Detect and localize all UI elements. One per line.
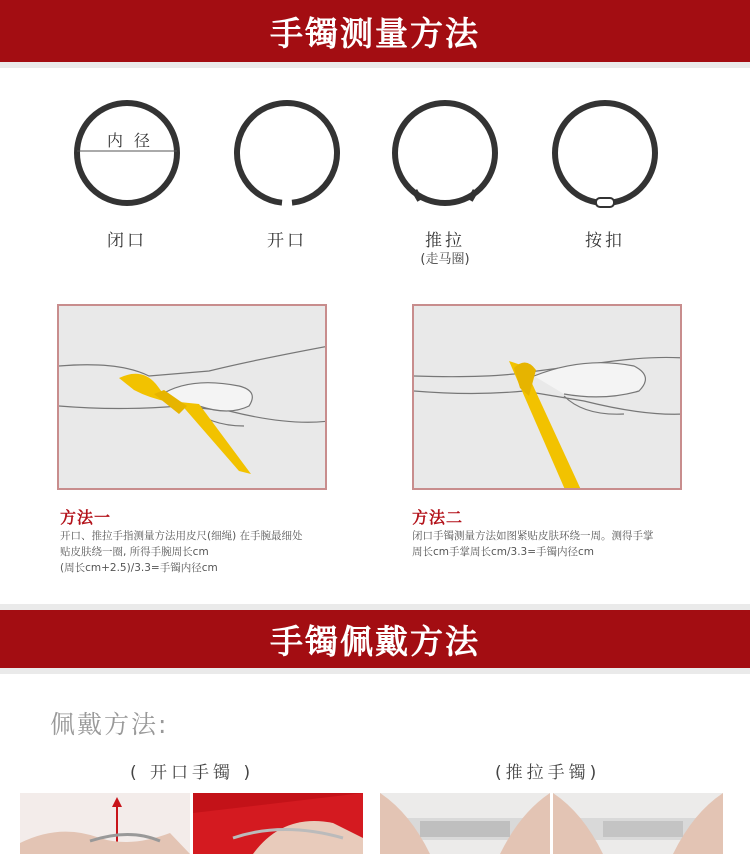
divider: [0, 668, 750, 674]
method2-text: [412, 528, 654, 560]
ring-sublabel-push: (走马圈): [420, 252, 470, 267]
section-title: 手镯佩戴方法: [270, 621, 480, 661]
method2-illustration: [412, 304, 682, 490]
push-bracelet-label: (推拉手镯): [495, 763, 601, 783]
push-bracelet-photo-2: [553, 793, 723, 854]
wear-method-title: 佩戴方法:: [50, 710, 169, 739]
section-title: 手镯测量方法: [270, 13, 480, 53]
push-pull-ring-icon: [390, 98, 500, 208]
method1-line: 开口、推拉手指测量方法用皮尺(细绳) 在手腕最细处: [60, 530, 303, 542]
ring-label-closed: 闭口: [107, 231, 147, 251]
closed-ring-icon: [72, 98, 182, 208]
open-bracelet-photo-2: [193, 793, 363, 854]
ring-label-open: 开口: [267, 231, 307, 251]
open-bracelet-photo-1: [20, 793, 190, 854]
method2-line: 闭口手镯测量方法如图紧贴皮肤环绕一周。测得手掌: [412, 530, 654, 542]
ring-label-snap: 按扣: [585, 231, 625, 251]
method1-line: (周长cm+2.5)/3.3=手镯内径cm: [60, 562, 218, 574]
section-banner-wear: [0, 610, 750, 668]
method1-text: [60, 528, 303, 576]
method2-line: 周长cm手掌周长cm/3.3=手镯内径cm: [412, 546, 595, 558]
snap-ring-icon: [550, 98, 660, 208]
open-bracelet-label: ( 开口手镯 ): [130, 763, 255, 783]
divider: [0, 62, 750, 68]
method1-illustration: [57, 304, 327, 490]
open-ring-icon: [232, 98, 342, 208]
ring-label-push: 推拉: [425, 231, 465, 251]
push-bracelet-photo-1: [380, 793, 550, 854]
method1-title: 方法一: [60, 508, 112, 527]
inner-diameter-label: 内 径: [106, 131, 154, 150]
method2-title: 方法二: [412, 508, 464, 527]
section-banner-measure: [0, 0, 750, 62]
method1-line: 贴皮肤绕一圈, 所得手腕周长cm: [60, 546, 209, 558]
